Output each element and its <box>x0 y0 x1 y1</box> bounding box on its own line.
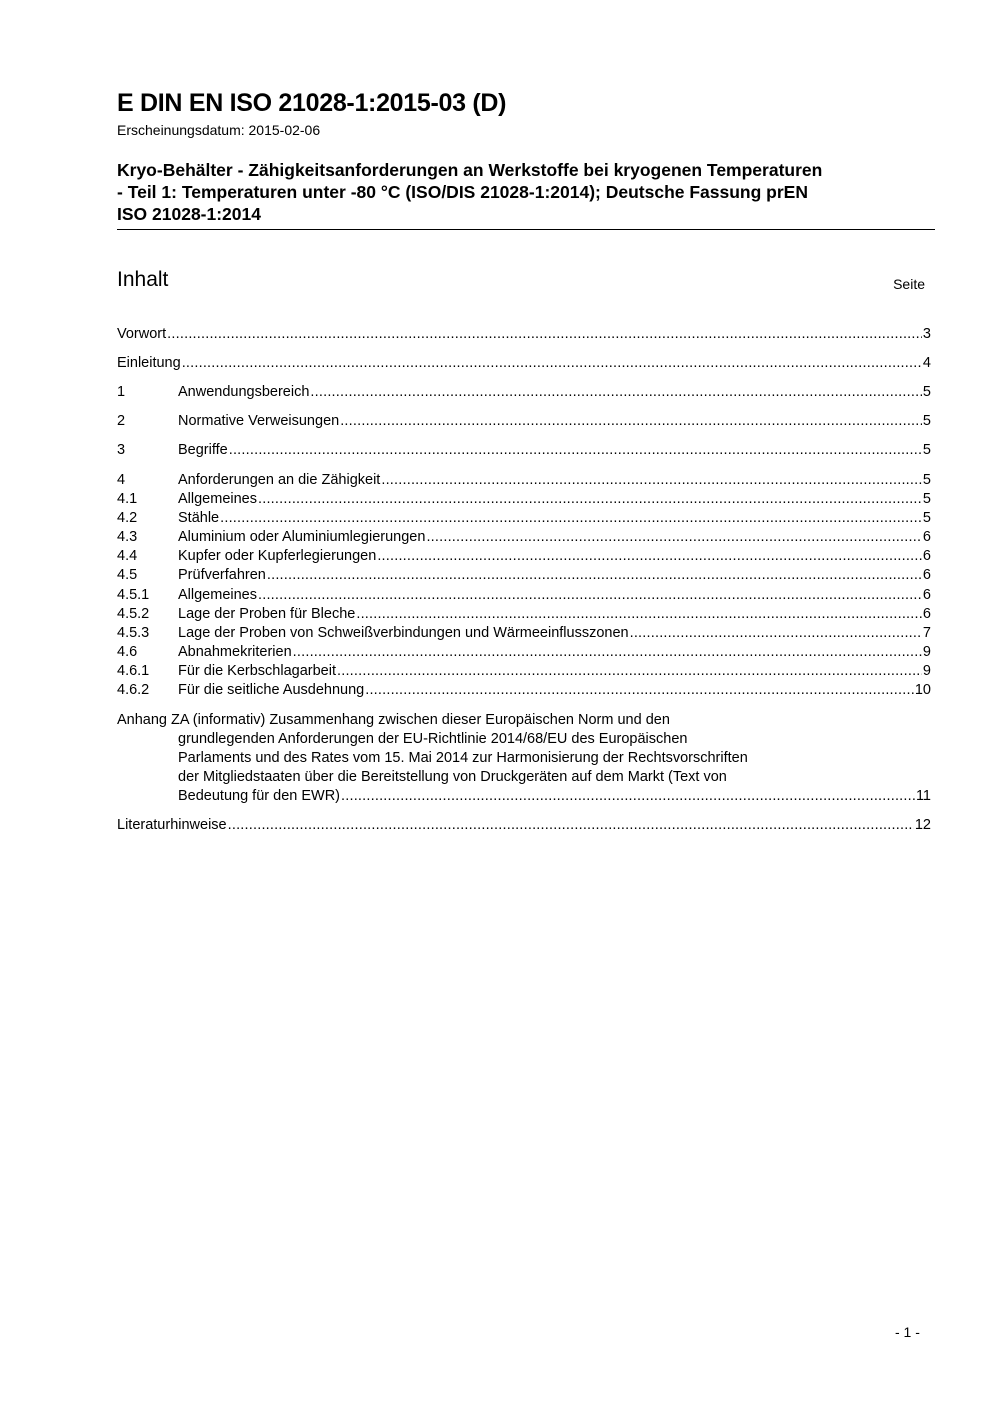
toc-entry-label: Normative Verweisungen <box>178 413 340 429</box>
toc-entry-label: Literaturhinweise <box>117 817 227 833</box>
toc-entry-page: 6 <box>922 567 931 583</box>
toc-entry-label: Begriffe <box>178 442 228 458</box>
toc-entry-4-1[interactable] <box>117 490 931 509</box>
toc-entry-number: 2 <box>117 413 126 429</box>
toc-leader <box>426 528 921 547</box>
toc-entry-number: 4.5.3 <box>117 625 150 641</box>
toc-entry-page: 6 <box>922 529 931 545</box>
toc-leader <box>381 471 922 490</box>
subtitle-line: ISO 21028-1:2014 <box>117 204 261 224</box>
toc-leader <box>340 412 922 431</box>
toc-entry-4-5-1[interactable] <box>117 586 931 605</box>
toc-entry-number: 1 <box>117 384 126 400</box>
toc-leader <box>228 816 914 835</box>
toc-entry-number: 4 <box>117 472 126 488</box>
toc-leader <box>341 787 915 806</box>
toc-leader <box>167 325 922 344</box>
toc-leader <box>365 681 914 700</box>
toc-leader <box>229 441 922 460</box>
toc-entry-number: 4.2 <box>117 510 138 526</box>
toc-entry-page: 6 <box>922 587 931 603</box>
toc-entry-number: 4.6.1 <box>117 663 150 679</box>
toc-leader <box>356 605 922 624</box>
toc-entry-page: 5 <box>922 413 931 429</box>
toc-entry-annex-za[interactable] <box>117 711 931 806</box>
toc-entry-page: 10 <box>914 682 931 698</box>
toc-entry-label: Allgemeines <box>178 587 257 603</box>
toc-entry-label: Für die seitliche Ausdehnung <box>178 682 365 698</box>
toc-entry-number: 4.6 <box>117 644 138 660</box>
toc-entry-page: 9 <box>922 663 931 679</box>
toc-entry-label: Einleitung <box>117 355 181 371</box>
publication-date: Erscheinungsdatum: 2015-02-06 <box>117 122 321 138</box>
toc-entry-page: 5 <box>922 510 931 526</box>
toc-entry-number: 4.3 <box>117 529 138 545</box>
toc-leader <box>293 643 922 662</box>
annex-line: der Mitgliedstaaten über die Bereitstellung von Druckgeräten auf dem Markt (Text von <box>178 769 727 785</box>
toc-entry-label: Prüfverfahren <box>178 567 266 583</box>
toc-entry-label: Lage der Proben für Bleche <box>178 606 356 622</box>
toc-entry-page: 5 <box>922 384 931 400</box>
footer-page-number: - 1 - <box>895 1324 920 1340</box>
document-subtitle <box>117 159 935 225</box>
toc-entry-label: Kupfer oder Kupferlegierungen <box>178 548 377 564</box>
toc-entry-page: 12 <box>914 817 931 833</box>
toc-entry-number: 3 <box>117 442 126 458</box>
toc-entry-page: 7 <box>922 625 931 641</box>
toc-heading: Inhalt <box>117 268 169 291</box>
toc-entry-4-5-3[interactable] <box>117 624 931 643</box>
annex-line: Parlaments und des Rates vom 15. Mai 2014 zur Harmonisierung der Rechtsvorschriften <box>178 750 748 766</box>
toc-entry-2[interactable] <box>117 412 931 431</box>
annex-line: Anhang ZA (informativ) Zusammenhang zwischen dieser Europäischen Norm und den <box>117 712 670 728</box>
toc-entry-page: 6 <box>922 606 931 622</box>
toc-entry-number: 4.5.2 <box>117 606 150 622</box>
toc-entry-page: 11 <box>915 788 931 804</box>
toc-leader <box>258 586 922 605</box>
toc-leader <box>630 624 922 643</box>
toc-entry-label: Für die Kerbschlagarbeit <box>178 663 336 679</box>
toc-entry-label: Aluminium oder Aluminiumlegierungen <box>178 529 426 545</box>
toc-leader <box>267 566 922 585</box>
subtitle-line: Kryo-Behälter - Zähigkeitsanforderungen an Werkstoffe bei kryogenen Temperaturen <box>117 160 823 180</box>
toc-entry-number: 4.6.2 <box>117 682 150 698</box>
toc-entry-page: 9 <box>922 644 931 660</box>
toc-entry-4-2[interactable] <box>117 509 931 528</box>
toc-leader <box>182 354 922 373</box>
toc-entry-page: 5 <box>922 472 931 488</box>
toc-leader <box>337 662 922 681</box>
toc-entry-page: 4 <box>922 355 931 371</box>
annex-line: grundlegenden Anforderungen der EU-Richtlinie 2014/68/EU des Europäischen <box>178 731 688 747</box>
toc-entry-number: 4.5.1 <box>117 587 150 603</box>
toc-entry-number: 4.5 <box>117 567 138 583</box>
toc-entry-label: Anforderungen an die Zähigkeit <box>178 472 381 488</box>
toc-entry-4-6[interactable] <box>117 643 931 662</box>
annex-line: Bedeutung für den EWR) <box>178 788 341 804</box>
toc-leader <box>377 547 922 566</box>
toc-entry-page: 3 <box>922 326 931 342</box>
toc-entry-label: Stähle <box>178 510 220 526</box>
page-column-label: Seite <box>893 276 925 292</box>
toc-entry-number: 4.4 <box>117 548 138 564</box>
toc-entry-page: 5 <box>922 491 931 507</box>
toc-entry-3[interactable] <box>117 441 931 460</box>
title-divider <box>117 229 935 230</box>
toc-entry-label: Vorwort <box>117 326 167 342</box>
toc-entry-4-5-2[interactable] <box>117 605 931 624</box>
toc-entry-label: Abnahmekriterien <box>178 644 292 660</box>
toc-entry-label: Allgemeines <box>178 491 257 507</box>
toc-entry-label: Anwendungsbereich <box>178 384 310 400</box>
toc-entry-vorwort[interactable] <box>117 325 931 344</box>
toc-entry-page: 6 <box>922 548 931 564</box>
toc-entry-page: 5 <box>922 442 931 458</box>
subtitle-line: - Teil 1: Temperaturen unter -80 °C (ISO/DIS 21028-1:2014); Deutsche Fassung prEN <box>117 182 808 202</box>
toc-entry-4-3[interactable] <box>117 528 931 547</box>
toc-entry-literaturhinweise[interactable] <box>117 816 931 835</box>
toc-leader <box>310 383 922 402</box>
toc-leader <box>258 490 922 509</box>
toc-entry-4-6-2[interactable] <box>117 681 931 700</box>
toc-entry-einleitung[interactable] <box>117 354 931 373</box>
toc-entry-label: Lage der Proben von Schweißverbindungen und Wärmeeinflusszonen <box>178 625 629 641</box>
toc-entry-4-6-1[interactable] <box>117 662 931 681</box>
annex-last-line <box>178 787 931 806</box>
document-title: E DIN EN ISO 21028-1:2015-03 (D) <box>117 89 507 117</box>
toc-entry-number: 4.1 <box>117 491 138 507</box>
toc-entry-4[interactable] <box>117 471 931 490</box>
toc-leader <box>220 509 922 528</box>
toc-entry-4-4[interactable] <box>117 547 931 566</box>
toc-entry-4-5[interactable] <box>117 566 931 585</box>
toc-entry-1[interactable] <box>117 383 931 402</box>
